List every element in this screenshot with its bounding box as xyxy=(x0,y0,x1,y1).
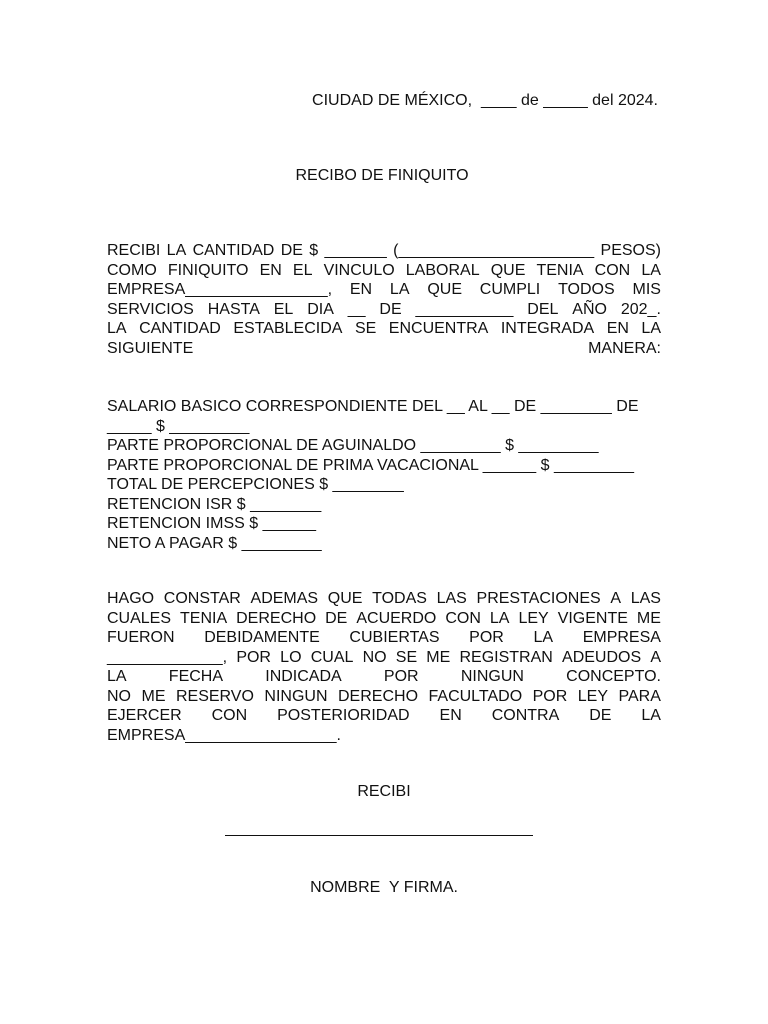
word: CUMPLI xyxy=(479,281,541,298)
word: POR xyxy=(236,648,271,666)
word: LA xyxy=(107,320,127,337)
breakdown-item: RETENCION IMSS $ ______ xyxy=(107,515,316,532)
word: LA xyxy=(641,261,661,279)
word: SE xyxy=(395,648,418,666)
word: RECIBI xyxy=(107,242,161,259)
word: HAGO xyxy=(107,590,155,607)
word: REGISTRAN xyxy=(459,648,553,666)
word: ADEMAS xyxy=(250,590,319,607)
word: COMO xyxy=(107,261,157,279)
breakdown-list xyxy=(107,397,667,553)
paragraph-word: SIGUIENTE xyxy=(107,339,194,357)
word: CANTIDAD xyxy=(192,242,275,259)
word: POSTERIORIDAD xyxy=(277,707,410,724)
date-line: CIUDAD DE MÉXICO, ____ de _____ del 2024. xyxy=(312,92,658,109)
word: POR xyxy=(383,668,419,685)
word: CONCEPTO. xyxy=(566,668,661,685)
name-signature-label: NOMBRE Y FIRMA. xyxy=(310,879,458,896)
paragraph-line xyxy=(107,241,661,261)
word: ___________ xyxy=(415,300,514,318)
word: ME xyxy=(141,687,166,705)
word: ESTABLECIDA xyxy=(233,320,343,337)
breakdown-item: TOTAL DE PERCEPCIONES $ ________ xyxy=(107,476,404,493)
word: DEBIDAMENTE xyxy=(204,629,320,646)
paragraph-line xyxy=(107,280,661,300)
word: DE xyxy=(325,609,348,627)
word: LEY xyxy=(577,687,609,705)
word: EL xyxy=(273,300,294,318)
paragraph-line xyxy=(107,300,661,320)
paragraph-line xyxy=(107,687,661,707)
word: LA xyxy=(533,629,554,646)
word: ME xyxy=(636,609,661,627)
word: DERECHO xyxy=(338,687,419,705)
received-label: RECIBI xyxy=(357,783,411,800)
word: (______________________ xyxy=(393,242,595,259)
word: NO xyxy=(107,687,131,705)
word: LA xyxy=(641,320,661,337)
word: DE xyxy=(379,300,402,318)
word: QUE xyxy=(327,590,363,607)
declaration-paragraph xyxy=(107,589,661,745)
word: PARA xyxy=(618,687,661,705)
word: CANTIDAD xyxy=(139,320,221,337)
word: FUERON xyxy=(107,629,175,646)
word: DEL xyxy=(527,300,559,318)
word: CON xyxy=(445,609,481,627)
word: DIA xyxy=(307,300,334,318)
word: DE xyxy=(280,242,303,259)
paragraph-line xyxy=(107,319,661,339)
word: $ xyxy=(309,242,319,259)
document-title: RECIBO DE FINIQUITO xyxy=(295,167,469,184)
breakdown-item: RETENCION ISR $ ________ xyxy=(107,495,322,513)
paragraph-word: MANERA: xyxy=(588,339,661,357)
word: FECHA xyxy=(168,668,224,685)
paragraph-line: EMPRESA_________________. xyxy=(107,726,341,744)
word: _______ xyxy=(324,242,387,259)
paragraph-line xyxy=(107,648,661,668)
word: LA xyxy=(107,668,127,685)
word: EN xyxy=(259,261,282,279)
word: ENCUENTRA xyxy=(388,320,489,337)
breakdown-item: _____ $ _________ xyxy=(107,417,250,435)
word: LO xyxy=(280,648,302,666)
breakdown-item: PARTE PROPORCIONAL DE PRIMA VACACIONAL ______ $ _________ xyxy=(107,456,635,474)
word: LAS xyxy=(630,590,661,607)
word: EJERCER xyxy=(107,707,182,724)
word: INTEGRADA xyxy=(500,320,595,337)
word: LA xyxy=(489,609,510,627)
word: LAS xyxy=(436,590,467,607)
word: CON xyxy=(211,707,248,724)
word: QUE xyxy=(427,281,462,298)
word: CON xyxy=(594,261,631,279)
word: SERVICIOS xyxy=(107,300,194,318)
paragraph-line xyxy=(107,609,661,629)
word: A xyxy=(650,648,661,666)
paragraph-line xyxy=(107,261,661,281)
word: NO xyxy=(362,648,387,666)
word: DERECHO xyxy=(236,609,317,627)
word: EMPRESA________________, xyxy=(107,281,333,298)
word: SE xyxy=(354,320,377,337)
word: VINCULO xyxy=(323,261,395,279)
word: TENIA xyxy=(536,261,584,279)
word: EL xyxy=(292,261,313,279)
paragraph-line xyxy=(107,339,661,359)
word: FACULTADO xyxy=(428,687,523,705)
word: FINIQUITO xyxy=(167,261,249,279)
word: NINGUN xyxy=(264,687,328,705)
word: QUE xyxy=(490,261,526,279)
word: LEY xyxy=(518,609,549,627)
word: TODOS xyxy=(558,281,615,298)
paragraph-line xyxy=(107,706,661,726)
word: PESOS) xyxy=(600,242,661,259)
word: VIGENTE xyxy=(557,609,628,627)
word: POR xyxy=(532,687,568,705)
breakdown-item: NETO A PAGAR $ _________ xyxy=(107,534,322,552)
word: MIS xyxy=(632,281,661,298)
word: ME xyxy=(426,648,451,666)
word: ADEUDOS xyxy=(562,648,642,666)
word: LABORAL xyxy=(405,261,480,279)
word: EN xyxy=(439,707,462,724)
word: PRESTACIONES xyxy=(476,590,601,607)
word: TENIA xyxy=(180,609,228,627)
word: CONTRA xyxy=(491,707,560,724)
word: CUAL xyxy=(310,648,354,666)
breakdown-item: PARTE PROPORCIONAL DE AGUINALDO _________ $ _________ xyxy=(107,437,599,454)
word: NINGUN xyxy=(460,668,524,685)
paragraph-line xyxy=(107,628,661,648)
word: POR xyxy=(469,629,504,646)
word: LA xyxy=(641,707,661,724)
word: TODAS xyxy=(372,590,427,607)
word: LA xyxy=(166,242,187,259)
word: EMPRESA xyxy=(582,629,661,646)
word: 202_. xyxy=(620,300,661,318)
word: DE xyxy=(589,707,612,724)
word: EN xyxy=(349,281,373,298)
word: RESERVO xyxy=(175,687,254,705)
paragraph-line xyxy=(107,589,661,609)
word: CUALES xyxy=(107,609,172,627)
breakdown-item: SALARIO BASICO CORRESPONDIENTE DEL __ AL __ DE ________ DE xyxy=(107,398,639,415)
word: CUBIERTAS xyxy=(349,629,440,646)
word: INDICADA xyxy=(265,668,342,685)
paragraph-line xyxy=(107,667,661,687)
word: AÑO xyxy=(572,300,607,318)
word: _____________, xyxy=(107,648,228,666)
receipt-paragraph xyxy=(107,241,661,358)
word: EN xyxy=(606,320,629,337)
signature-line xyxy=(225,835,533,836)
word: ACUERDO xyxy=(356,609,437,627)
word: CONSTAR xyxy=(163,590,241,607)
word: __ xyxy=(347,300,366,318)
word: A xyxy=(610,590,622,607)
word: LA xyxy=(389,281,410,298)
word: HASTA xyxy=(207,300,260,318)
